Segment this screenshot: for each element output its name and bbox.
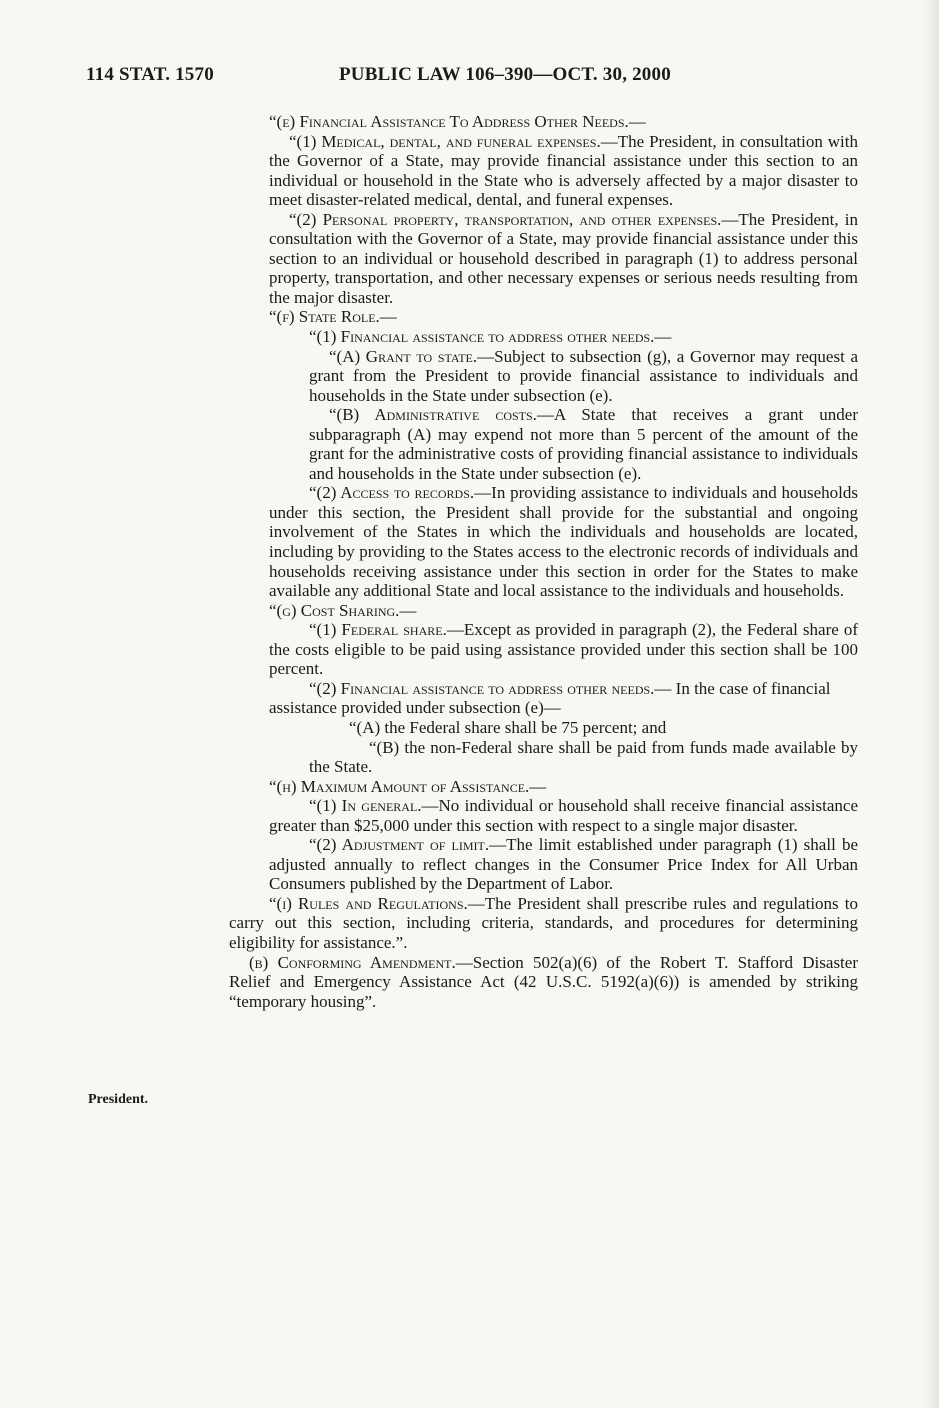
paragraph-h-1: “(1) In general.—No individual or household shall receive financial assistance greater than $25,000 under this section with respect to a single major disaster. bbox=[269, 796, 858, 835]
subparagraph-f-1-a: “(A) Grant to state.—Subject to subsection (g), a Governor may request a grant from the President to provide financial assistance to individuals and households in the State under subsection (e). bbox=[309, 346, 859, 405]
paragraph-f-1: “(1) Financial assistance to address other needs.— bbox=[309, 327, 672, 347]
margin-note: President. bbox=[88, 1092, 149, 1107]
paragraph-h-2: “(2) Adjustment of limit.—The limit established under paragraph (1) shall be adjusted annually to reflect changes in the Consumer Price Index for All Urban Consumers published by the Department of Labor. bbox=[269, 835, 858, 894]
paragraph-g-2: “(2) Financial assistance to address other needs.— In the case of financial assistance provided under subsection (e)— bbox=[269, 678, 831, 718]
subsection-f: “(f) State Role.— bbox=[269, 307, 397, 327]
statute-page-number: 114 STAT. 1570 bbox=[86, 64, 214, 85]
public-law-title: PUBLIC LAW 106–390—OCT. 30, 2000 bbox=[339, 64, 671, 85]
page-header bbox=[86, 64, 876, 94]
page-edge-shadow bbox=[923, 0, 939, 1408]
subsection-g: “(g) Cost Sharing.— bbox=[269, 600, 417, 620]
paragraph-g-1: “(1) Federal share.—Except as provided in paragraph (2), the Federal share of the costs eligible to be paid using assistance provided under this section shall be 100 percent. bbox=[269, 620, 858, 679]
paragraph-e-2: “(2) Personal property, transportation, and other expenses.—The President, in consultation with the Governor of a State, may provide financial assistance under this section to an individual or household described in paragraph (1) to address personal property, transportation, and other necessary expenses or serious needs resulting from the major disaster. bbox=[269, 209, 858, 307]
subsection-i: “(i) Rules and Regulations.—The President shall prescribe rules and regulations to carry out this section, including criteria, standards, and procedures for determining eligibility for assistance.”. bbox=[229, 893, 858, 952]
subparagraph-f-1-b: “(B) Administrative costs.—A State that receives a grant under subparagraph (A) may expend not more than 5 percent of the amount of the grant for the administrative costs of providing financial assistance to individuals and households in the State under subsection (e). bbox=[309, 405, 858, 483]
law-text-body bbox=[229, 112, 858, 1011]
paragraph-e-1: “(1) Medical, dental, and funeral expenses.—The President, in consultation with the Governor of a State, may provide financial assistance under this section to an individual or household in the State who is adversely affected by a major disaster to meet disaster-related medical, dental, and funeral expenses. bbox=[269, 131, 859, 210]
subsection-e: “(e) Financial Assistance To Address Other Needs.— bbox=[269, 112, 646, 131]
paragraph-f-2: “(2) Access to records.—In providing assistance to individuals and households under this section, the President shall provide for the substantial and ongoing involvement of the States in which the individuals and households are located, including by providing to the States access to the electronic records of individuals and households receiving assistance under this section in order for the States to make available any additional State and local assistance to the individuals and households. bbox=[269, 483, 858, 601]
subparagraph-g-2-b: “(B) the non-Federal share shall be paid from funds made available by the State. bbox=[309, 737, 858, 777]
subsection-h: “(h) Maximum Amount of Assistance.— bbox=[269, 776, 547, 796]
subparagraph-g-2-a: “(A) the Federal share shall be 75 percent; and bbox=[349, 717, 667, 737]
subsection-b-conforming: (b) Conforming Amendment.—Section 502(a)(6) of the Robert T. Stafford Disaster Relief and Emergency Assistance Act (42 U.S.C. 5192(a)(6)) is amended by striking “temporary housing”. bbox=[229, 952, 858, 1011]
